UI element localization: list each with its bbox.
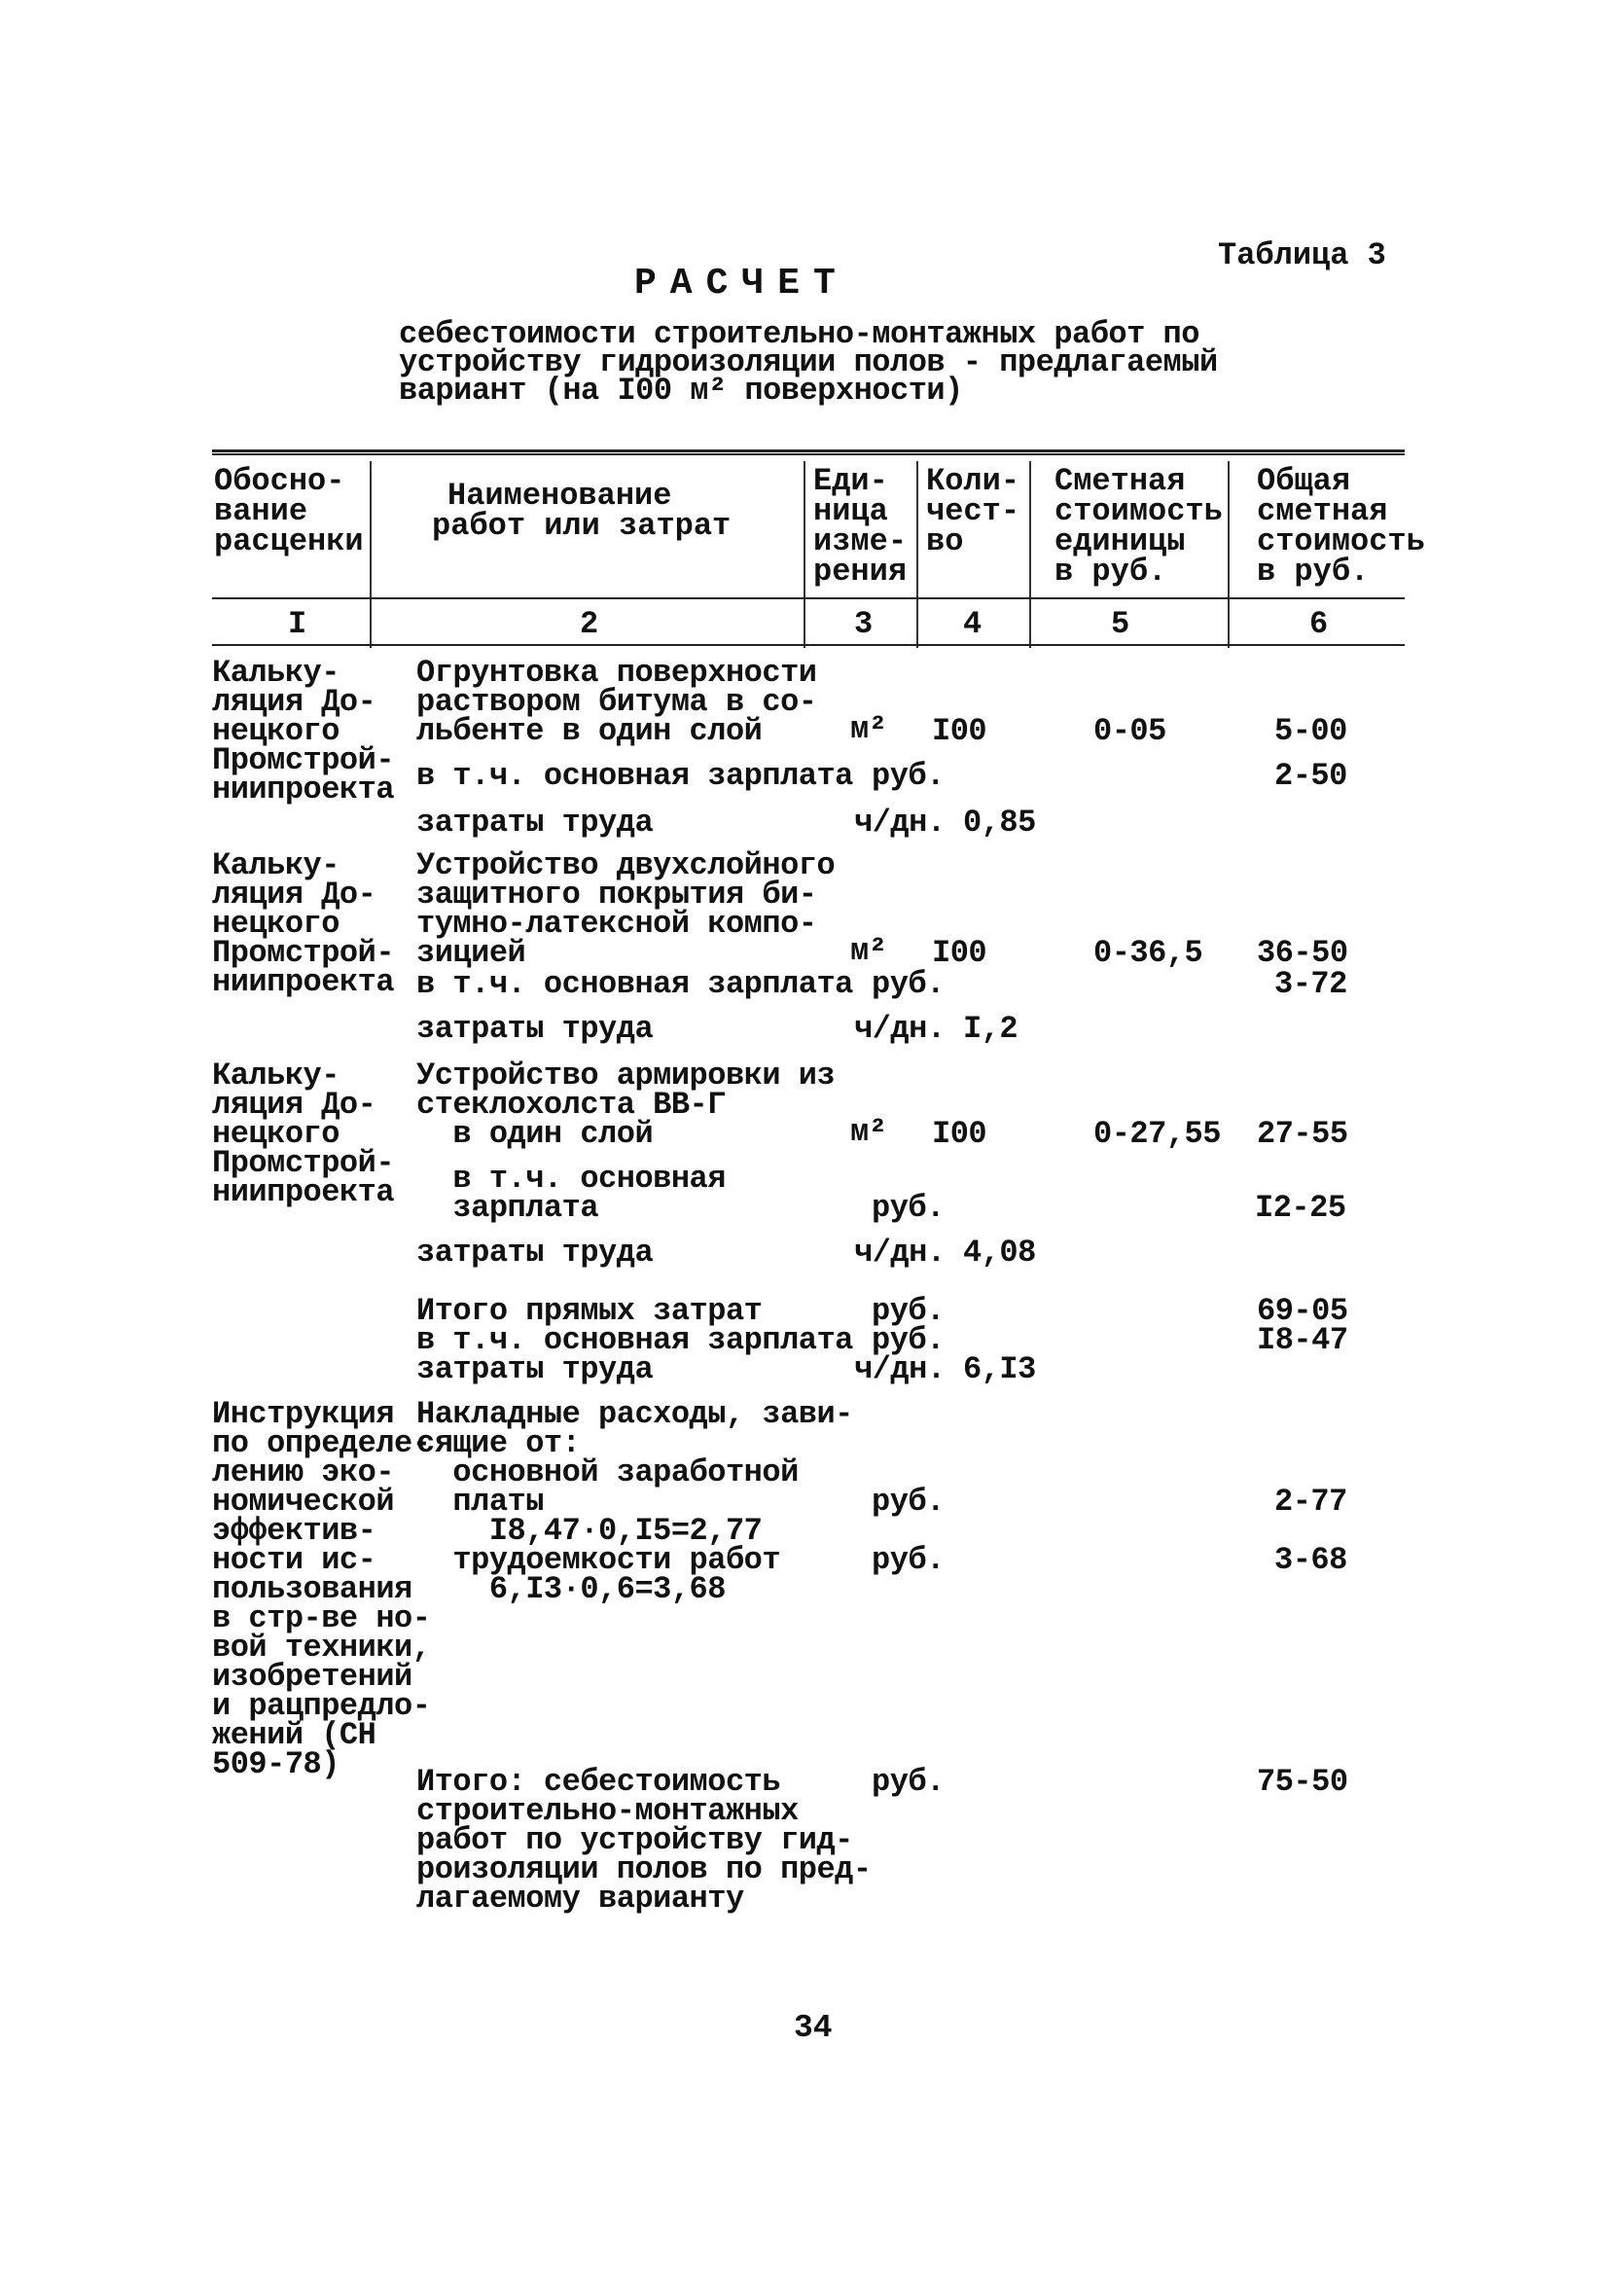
column-divider [1029,461,1031,648]
work-line: зицией [416,935,526,971]
table-top-rule [212,449,1405,452]
salary-label: зарплата [416,1190,599,1226]
overhead-title: сящие от: [416,1425,581,1461]
header-line: стоимость [1054,493,1223,529]
header-line: Обосно- [214,463,345,499]
basis-line: Промстрой- [212,742,395,778]
work-line: тумно-латексной компо- [416,906,817,942]
header-bottom-rule [212,644,1405,646]
basis-line: ляция До- [212,877,376,913]
basis-line: ности ис- [212,1542,376,1578]
direct-label: Итого прямых затрат [416,1293,763,1329]
salary-unit: руб. [872,1190,945,1226]
salary-label: в т.ч. основная зарплата [416,966,853,1002]
salary-unit: руб. [872,1322,945,1358]
overhead-labor-total: 3-68 [1274,1542,1347,1578]
basis-line: Промстрой- [212,1145,395,1181]
overhead-labor-unit: руб. [872,1542,945,1578]
column-divider [804,461,805,648]
header-line: единицы [1054,523,1186,559]
labor-label: затраты труда [416,1235,654,1271]
header-line: Наименование [447,478,672,514]
basis-line: пользования [212,1571,412,1607]
header-line: Сметная [1054,463,1186,499]
salary-total: 2-50 [1274,758,1347,794]
labor-quantity: I,2 [963,1011,1018,1047]
header-line: Общая [1257,463,1351,499]
total-line: Итого: себестоимость [416,1764,781,1800]
basis-line: ниипроекта [212,771,395,807]
header-line: Коли- [926,463,1020,499]
header-line: чест- [926,493,1020,529]
work-line: раствором битума в со- [416,684,817,720]
column-divider [1228,461,1230,648]
overhead-salary-line: платы [416,1484,544,1520]
overhead-salary-formula: I8,47·0,I5=2,77 [416,1513,763,1549]
basis-line: нецкого [212,713,339,749]
subtitle-line: себестоимости строительно-монтажных работ по [399,316,1199,352]
column-number: 5 [1111,606,1130,642]
total-cost: 27-55 [1257,1116,1348,1152]
header-line: сметная [1257,493,1388,529]
basis-line: Кальку- [212,1058,339,1094]
labor-unit: ч/дн. [854,1351,946,1387]
work-line: защитного покрытия би- [416,877,817,913]
overhead-labor-line: трудоемкости работ [416,1542,781,1578]
unit-cost: 0-36,5 [1093,935,1203,971]
work-line: в один слой [416,1116,654,1152]
header-line: работ или затрат [432,508,732,544]
salary-label: в т.ч. основная зарплата [416,758,853,794]
total-line: работ по устройству гид- [416,1822,853,1858]
header-line: ница [813,493,888,529]
subtitle-line: вариант (на I00 м² поверхности) [399,373,963,409]
header-line: во [926,523,964,559]
total-value: 75-50 [1257,1764,1348,1800]
column-number: 2 [580,606,599,642]
basis-line: жений (СН [212,1717,376,1753]
basis-line: ляция До- [212,1087,376,1123]
salary-label: в т.ч. основная [416,1161,726,1197]
unit-cost: 0-05 [1093,713,1166,749]
header-line: в руб. [1257,554,1370,590]
basis-line: Кальку- [212,655,339,691]
direct-unit: руб. [872,1293,945,1329]
salary-total: I2-25 [1255,1190,1346,1226]
labor-label: затраты труда [416,805,654,841]
basis-line: и рацпредло- [212,1688,431,1724]
overhead-salary-unit: руб. [872,1484,945,1520]
column-divider [370,461,372,648]
quantity: I00 [932,935,987,971]
document-title: РАСЧЕТ [634,263,849,305]
overhead-title: Накладные расходы, зави- [416,1396,853,1432]
basis-line: ниипроекта [212,1174,395,1210]
basis-line: лению эко- [212,1454,395,1490]
total-line: строительно-монтажных [416,1793,799,1829]
table-top-rule-2 [212,453,1405,455]
basis-line: в стр-ве но- [212,1600,431,1636]
basis-line: Промстрой- [212,935,395,971]
header-rule [212,597,1405,599]
header-line: расценки [214,523,364,559]
overhead-salary-total: 2-77 [1274,1484,1347,1520]
basis-line: нецкого [212,1116,339,1152]
unit: м² [850,711,887,747]
direct-total: 69-05 [1257,1293,1348,1329]
total-unit: руб. [872,1764,945,1800]
total-cost: 36-50 [1257,935,1348,971]
work-line: Устройство армировки из [416,1058,836,1094]
basis-line: вой техники, [212,1630,431,1666]
salary-total: I8-47 [1257,1322,1348,1358]
basis-line: 509-78) [212,1746,339,1782]
subtitle-line: устройству гидроизоляции полов - предлагаемый [399,344,1218,380]
header-line: в руб. [1054,554,1167,590]
unit: м² [850,1114,887,1150]
labor-quantity: 6,I3 [963,1351,1036,1387]
basis-line: ниипроекта [212,964,395,1000]
table-label: Таблица 3 [1218,237,1386,273]
basis-line: ляция До- [212,684,376,720]
total-line: роизоляции полов по пред- [416,1851,872,1887]
work-line: льбенте в один слой [416,713,763,749]
basis-line: по определе- [212,1425,431,1461]
header-line: изме- [813,523,908,559]
basis-line: эффектив- [212,1513,376,1549]
work-line: стеклохолста ВВ-Г [416,1087,726,1123]
labor-label: затраты труда [416,1351,654,1387]
basis-line: Инструкция [212,1396,395,1432]
column-number: 3 [854,606,874,642]
header-line: рения [813,554,908,590]
column-number: I [288,606,307,642]
page-number: 34 [794,2010,833,2046]
column-number: 6 [1309,606,1329,642]
column-number: 4 [963,606,983,642]
salary-unit: руб. [872,966,945,1002]
work-line: Устройство двухслойного [416,847,836,883]
basis-line: Кальку- [212,847,339,883]
header-line: Еди- [813,463,888,499]
header-line: стоимость [1257,523,1425,559]
labor-label: затраты труда [416,1011,654,1047]
column-divider [916,461,918,648]
overhead-labor-formula: 6,I3·0,6=3,68 [416,1571,726,1607]
labor-unit: ч/дн. [854,1235,946,1271]
labor-unit: ч/дн. [854,1011,946,1047]
unit: м² [850,933,887,969]
basis-line: номической [212,1484,395,1520]
work-line: Огрунтовка поверхности [416,655,817,691]
basis-line: нецкого [212,906,339,942]
salary-label: в т.ч. основная зарплата [416,1322,853,1358]
total-cost: 5-00 [1274,713,1347,749]
labor-quantity: 4,08 [963,1235,1036,1271]
quantity: I00 [932,1116,987,1152]
overhead-salary-line: основной заработной [416,1454,799,1490]
salary-unit: руб. [872,758,945,794]
salary-total: 3-72 [1274,966,1347,1002]
unit-cost: 0-27,55 [1093,1116,1221,1152]
header-line: вание [214,493,308,529]
basis-line: изобретений [212,1659,412,1695]
quantity: I00 [932,713,987,749]
labor-quantity: 0,85 [963,805,1036,841]
total-line: лагаемому варианту [416,1881,744,1917]
labor-unit: ч/дн. [854,805,946,841]
